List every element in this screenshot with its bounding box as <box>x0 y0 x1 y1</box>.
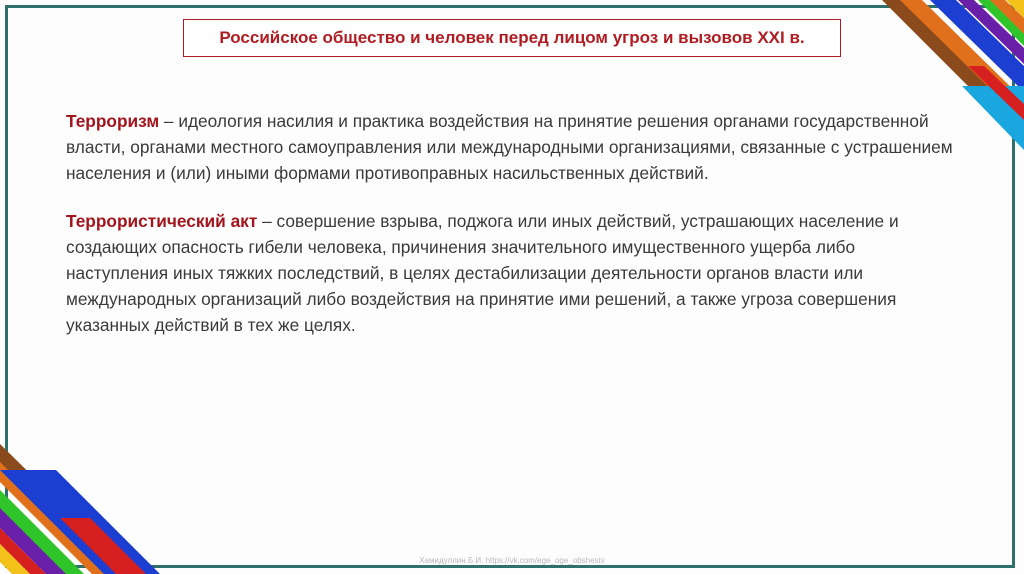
footer-credit: Хамидуллин Б.И. https://vk.com/ege_oge_obshestv <box>419 556 605 565</box>
definition-terrorism <box>66 108 956 186</box>
title-box <box>183 19 841 57</box>
content-area <box>66 108 956 360</box>
decorative-stripes-bottom-left <box>0 444 200 574</box>
definition-terrorist-act-text: – совершение взрыва, поджога или иных действий, устрашающих население и создающих опасность гибели человека, причинения значительного имущественного ущерба либо наступления иных тяжких последствий, в целях дестабилизации деятельности органов власти или международных организаций либо воздействия на принятие ими решений, а также угроза совершения указанных действий в тех же целях. <box>66 211 899 335</box>
definition-terrorism-text: – идеология насилия и практика воздействия на принятие решения органами государственной власти, органами местного самоуправления или международными организациями, связанные с устрашением населения и (или) иными формами противоправных насильственных действий. <box>66 111 953 183</box>
term-terrorist-act: Террористический акт <box>66 211 258 231</box>
definition-terrorist-act <box>66 208 956 338</box>
term-terrorism: Терроризм <box>66 111 160 131</box>
slide-title: Российское общество и человек перед лицом угроз и вызовов XXI в. <box>219 28 805 47</box>
